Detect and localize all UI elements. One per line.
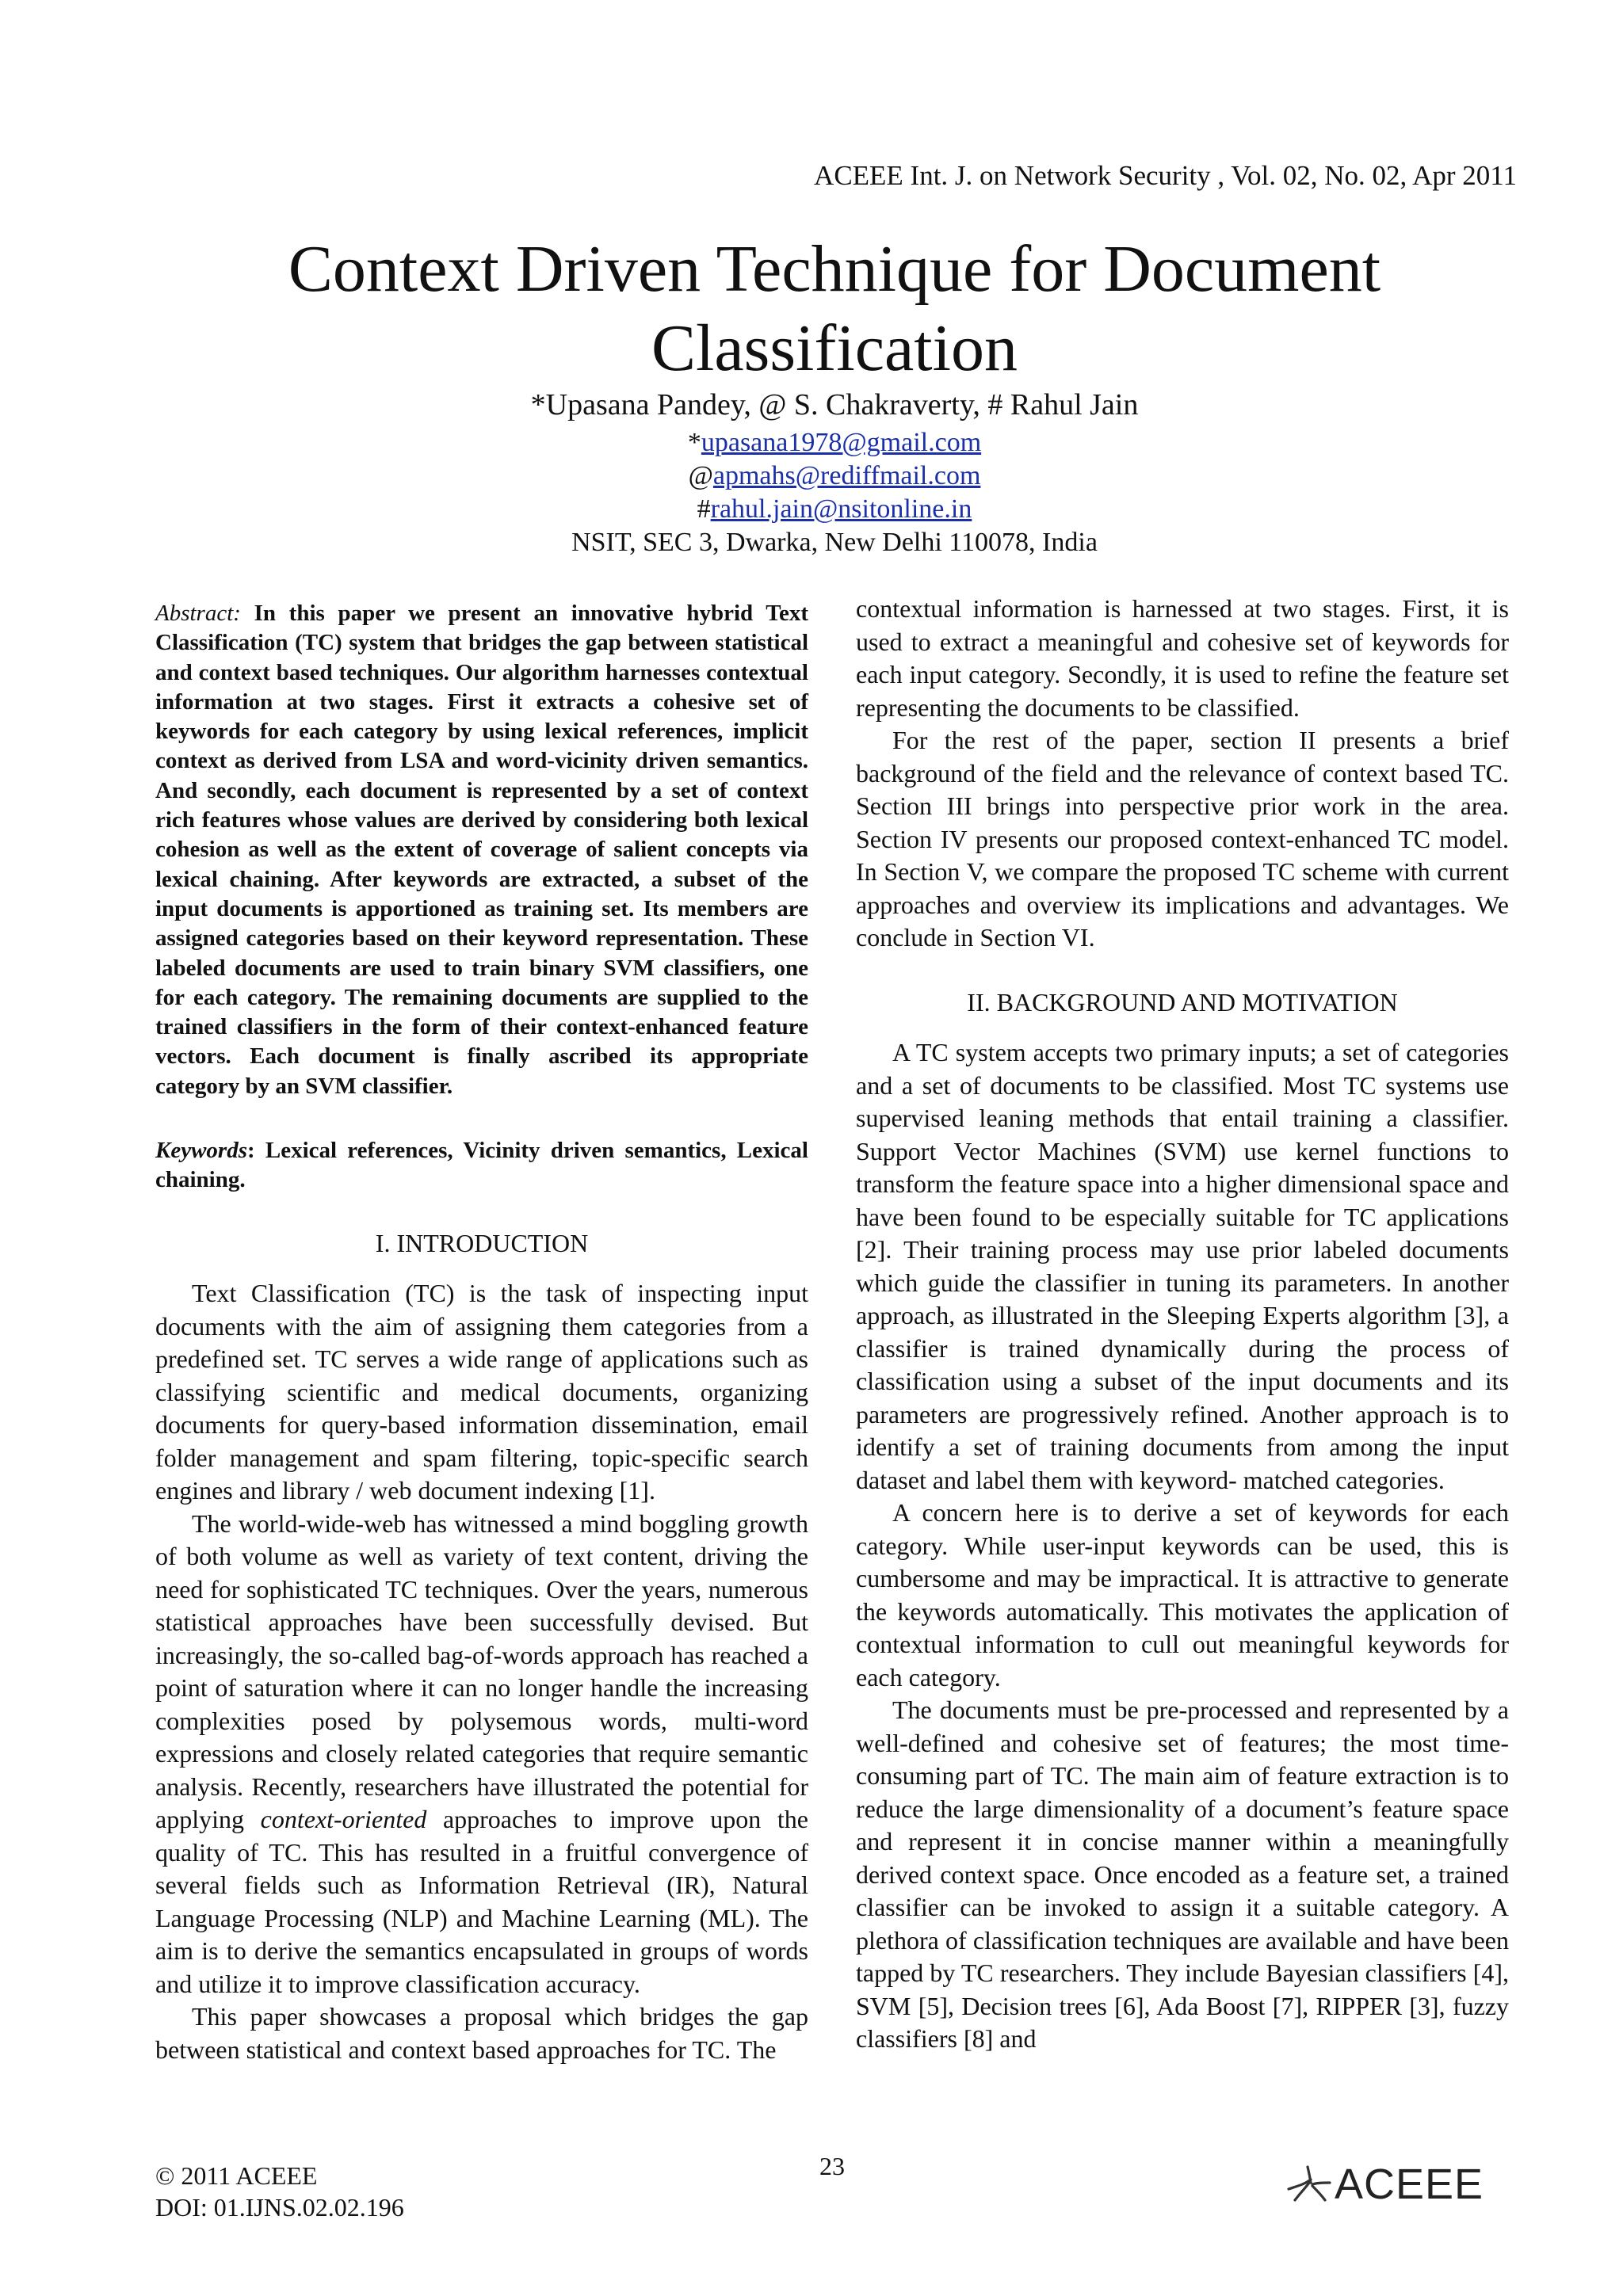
page-number: 23 <box>819 2152 845 2180</box>
intro-p2-start: The world-wide-web has witnessed a mind boggling growth of both volume as well as variety of text content, driving the need for sophisticated TC techniques. Over the years, numerous statistical approaches have been successfully devised. But increasingly, the so-called bag-of-words approach has reached a point of saturation where it can no longer handle the increasing complexities posed by polysemous words, multi-word expressions and closely related categories that require semantic analysis. Recently, researchers have illustrated the potential for applying <box>155 1508 808 1834</box>
email-list <box>155 426 1514 526</box>
star-logo-icon <box>1284 2162 1335 2206</box>
email-link-3[interactable]: rahul.jain@nsitonline.in <box>710 494 972 524</box>
right-column <box>856 593 1509 2056</box>
background-paragraph-1: A TC system accepts two primary inputs; a set of categories and a set of documents to be classified. Most TC systems use supervised leaning methods that entail training a classifier. Support Vector Machines (SVM) use kernel functions to transform the feature space into a higher dimensional space and have been found to be especially suitable for TC applications [2]. Their training process may use prior labeled documents which guide the classifier in tuning its parameters. In another approach, as illustrated in the Sleeping Experts algorithm [3], a classifier is trained dynamically during the process of classification using a subset of the input documents and its parameters are progressively refined. Another approach is to identify a set of training documents from among the input dataset and label them with keyword- matched categories. <box>856 1038 1509 1494</box>
abstract-text: In this paper we present an innovative hybrid Text Classification (TC) system that bridges the gap between statistical and context based techniques. Our algorithm harnesses contextual information at two stages. First it extracts a cohesive set of keywords for each category by using lexical references, implicit context as derived from LSA and word-vicinity driven semantics. And secondly, each document is represented by a set of context rich features whose values are derived by considering both lexical cohesion as well as the extent of coverage of salient concepts via lexical chaining. After keywords are extracted, a subset of the input documents is apportioned as training set. Its members are assigned categories based on their keyword representation. These labeled documents are used to train binary SVM classifiers, one for each category. The remaining documents are supplied to the trained classifiers in the form of their context-enhanced feature vectors. Each document is finally ascribed its appropriate category by an SVM classifier. <box>155 601 808 1099</box>
intro-paragraph-3-continued: contextual information is harnessed at two stages. First, it is used to extract a meaningful and cohesive set of keywords for each input category. Secondly, it is used to refine the feature set representing the documents to be classified. <box>856 594 1509 722</box>
title-line-2: Classification <box>651 311 1018 385</box>
email-link-1[interactable]: upasana1978@gmail.com <box>701 428 982 457</box>
email-prefix: # <box>697 494 711 524</box>
affiliation: NSIT, SEC 3, Dwarka, New Delhi 110078, India <box>571 528 1098 557</box>
email-prefix: @ <box>688 461 713 490</box>
email-line-2 <box>155 460 1514 493</box>
journal-header: ACEEE Int. J. on Network Security , Vol. 02, No. 02, Apr 2011 <box>814 160 1517 191</box>
section-heading-background: II. BACKGROUND AND MOTIVATION <box>967 987 1398 1016</box>
aceee-logo <box>1284 2157 1522 2212</box>
intro-paragraph-3: This paper showcases a proposal which bridges the gap between statistical and context based approaches for TC. The <box>155 2002 808 2064</box>
section-heading-introduction: I. INTRODUCTION <box>375 1228 589 1257</box>
footer-info <box>155 2160 404 2223</box>
intro-p2-end: approaches to improve upon the quality of TC. This has resulted in a fruitful convergence of several fields such as Information Retrieval (IR), Natural Language Processing (NLP) and Machine Learning (ML). The aim is to derive the semantics encapsulated in groups of words and utilize it to improve classification accuracy. <box>155 1805 809 1998</box>
intro-paragraph-4: For the rest of the paper, section II presents a brief background of the field and the relevance of context based TC. Section III brings into perspective prior work in the area. Section IV presents our proposed context-enhanced TC model. In Section V, we compare the proposed TC scheme with current approaches and overview its implications and advantages. We conclude in Section VI. <box>856 726 1509 952</box>
email-line-1 <box>155 426 1514 460</box>
keywords-label: Keywords <box>155 1138 247 1164</box>
abstract <box>155 599 808 1101</box>
email-prefix: * <box>687 428 701 457</box>
paper-title <box>155 230 1514 388</box>
copyright: © 2011 ACEEE <box>155 2161 318 2190</box>
intro-paragraph-1: Text Classification (TC) is the task of inspecting input documents with the aim of assigning them categories from a predefined set. TC serves a wide range of applications such as classifying scientific and medical documents, organizing documents for query-based information dissemination, email folder management and spam filtering, topic-specific search engines and library / web document indexing [1]. <box>155 1279 808 1505</box>
title-line-1: Context Driven Technique for Document <box>288 232 1381 306</box>
doi: DOI: 01.IJNS.02.02.196 <box>155 2193 404 2222</box>
background-paragraph-3: The documents must be pre-processed and represented by a well-defined and cohesive set of features; the most time-consuming part of TC. The main aim of feature extraction is to reduce the large dimensionality of a document’s feature space and represent it in concise manner within a meaningfully derived context space. Once encoded as a feature set, a trained classifier can be invoked to assign it a suitable category. A plethora of classification techniques are available and have been tapped by TC researchers. They include Bayesian classifiers [4], SVM [5], Decision trees [6], Ada Boost [7], RIPPER [3], fuzzy classifiers [8] and <box>856 1695 1509 2053</box>
logo-text: ACEEE <box>1335 2161 1484 2208</box>
keywords <box>155 1136 808 1196</box>
keywords-text: : Lexical references, Vicinity driven semantics, Lexical chaining. <box>155 1138 808 1193</box>
intro-paragraph-2 <box>155 1508 808 2001</box>
email-link-2[interactable]: apmahs@rediffmail.com <box>712 461 981 490</box>
intro-p2-italic: context-oriented <box>260 1805 427 1834</box>
background-paragraph-2: A concern here is to derive a set of keywords for each category. While user-input keywords can be used, this is cumbersome and may be impractical. It is attractive to generate the keywords automatically. This motivates the application of contextual information to cull out meaningful keywords for each category. <box>856 1498 1509 1691</box>
left-column <box>155 599 808 2066</box>
abstract-label: Abstract: <box>155 601 241 626</box>
email-line-3 <box>155 493 1514 526</box>
author-list: *Upasana Pandey, @ S. Chakraverty, # Rahul Jain <box>530 388 1139 421</box>
